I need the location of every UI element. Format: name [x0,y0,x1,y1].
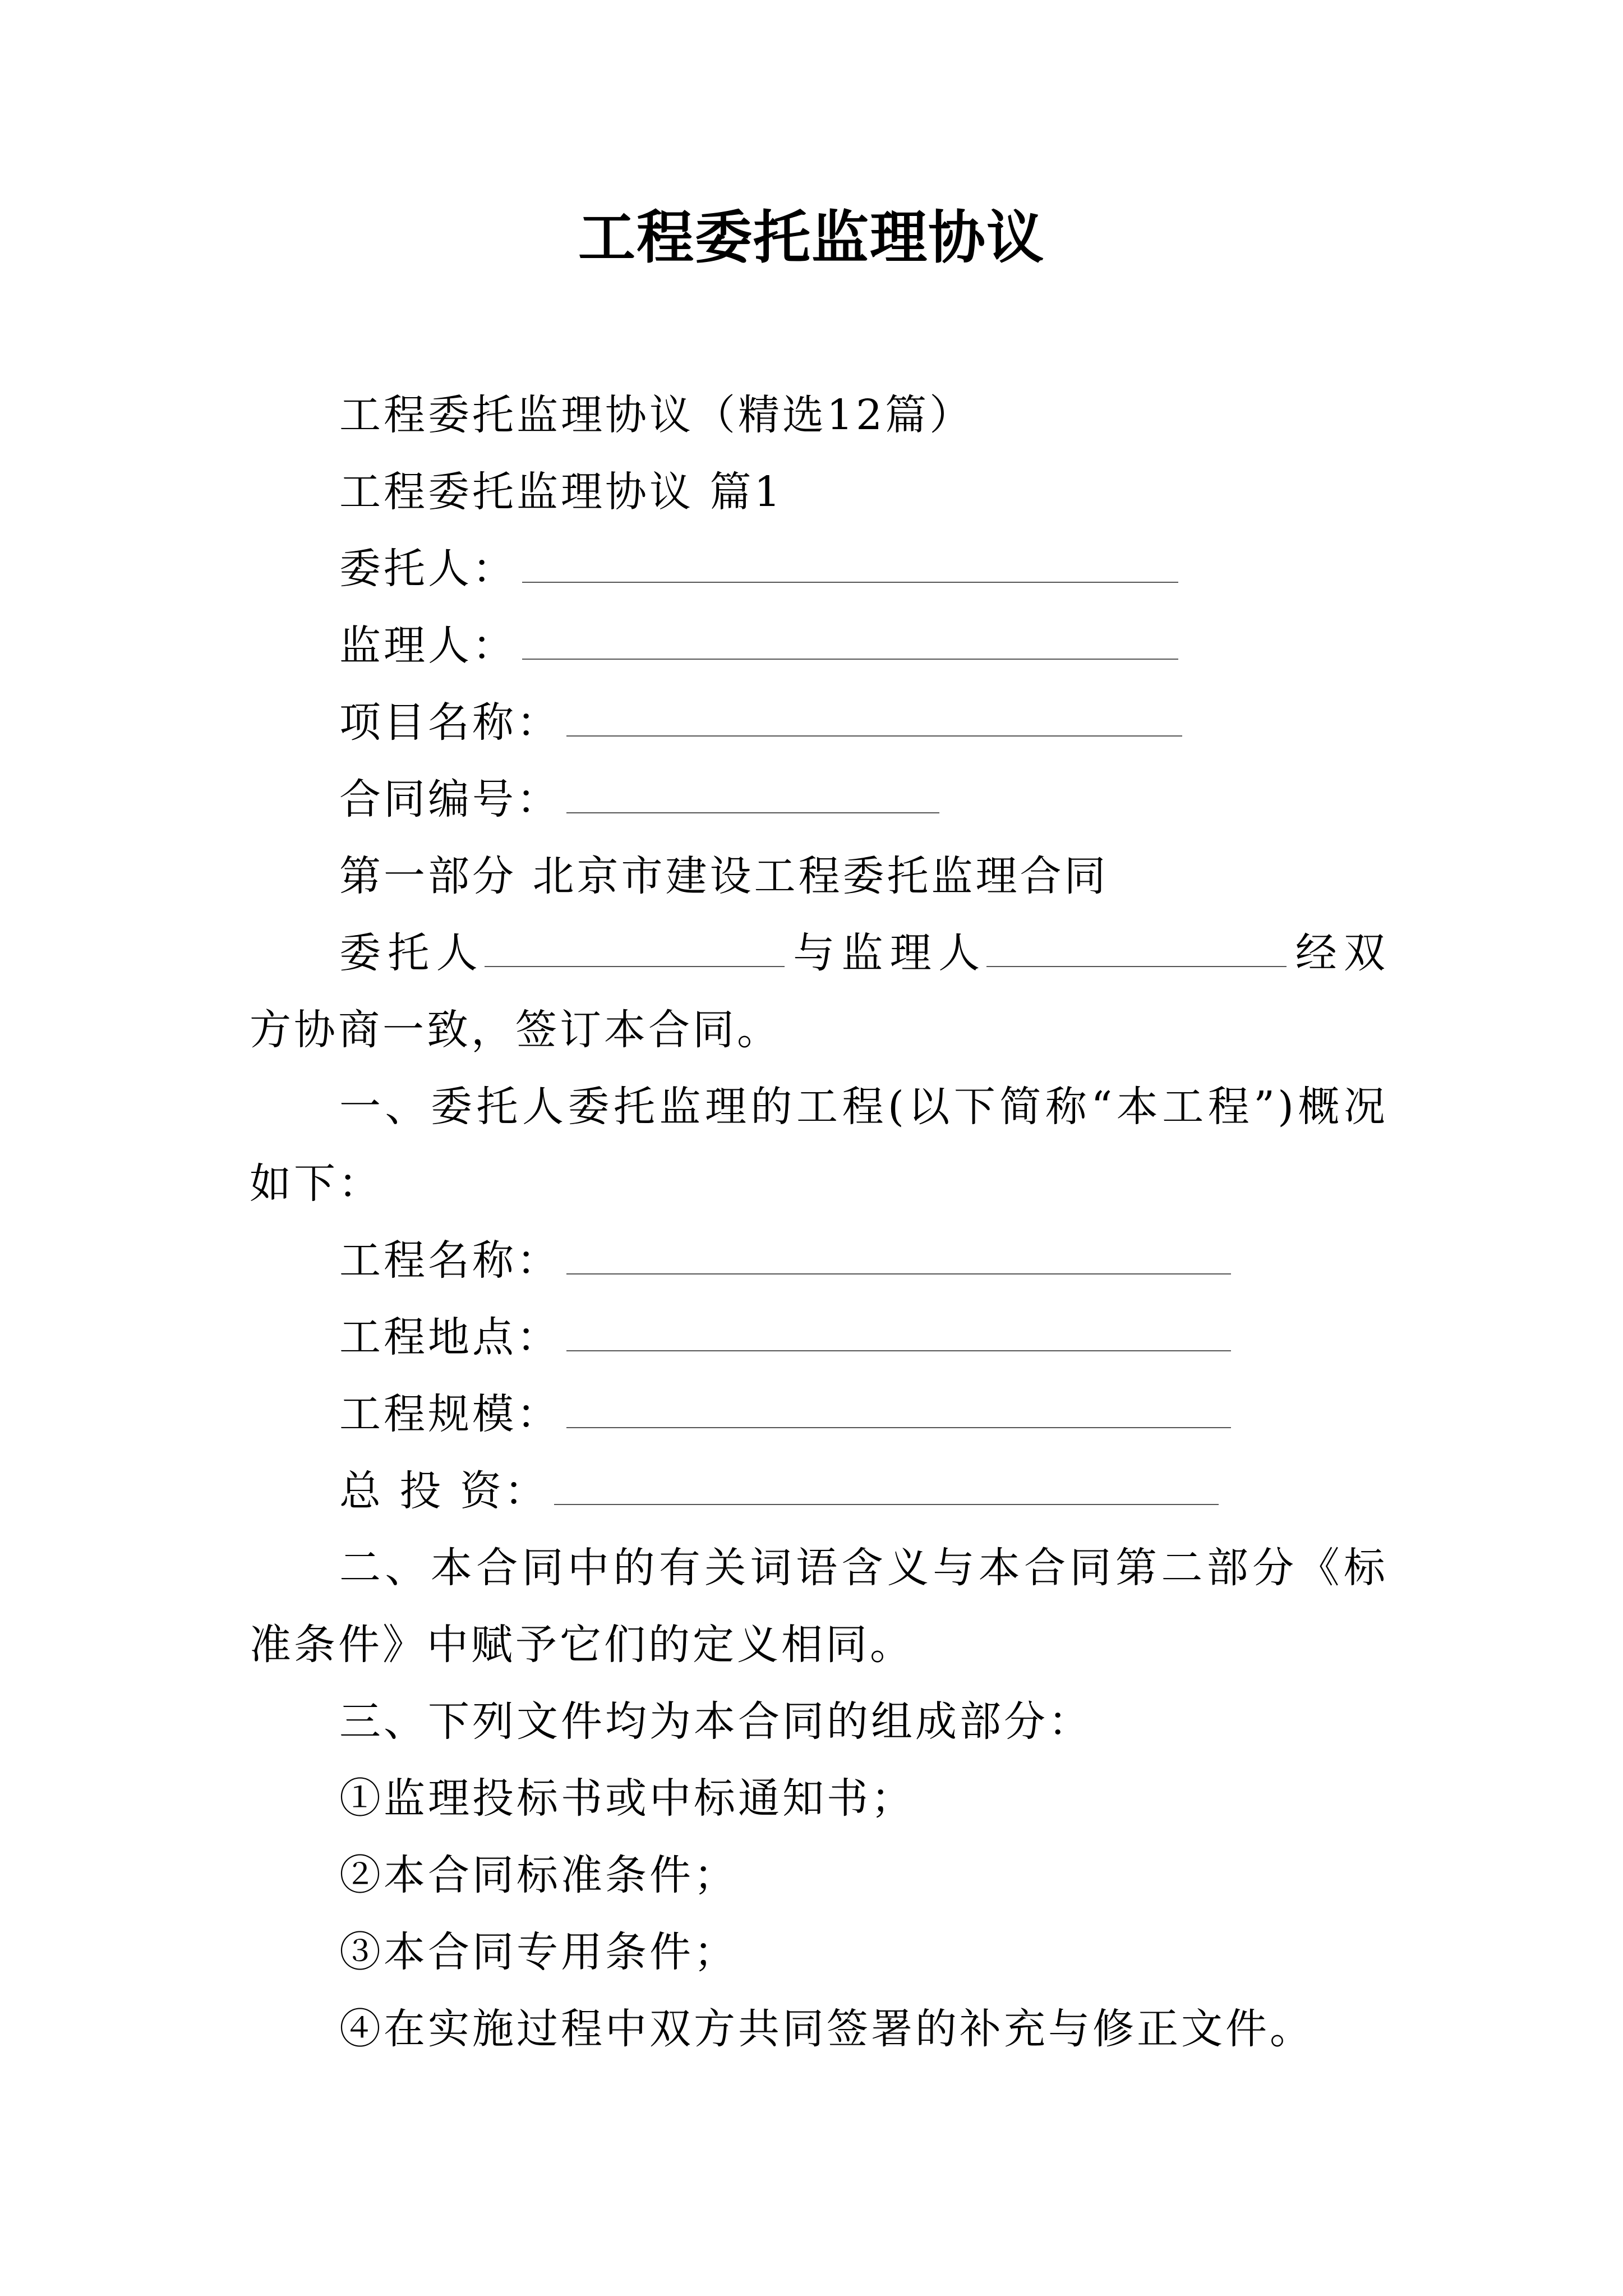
project-location-field [250,1299,1388,1376]
document-list-item: ③本合同专用条件； [339,1928,738,1976]
project-scale-blank [566,1391,1231,1428]
document-list-item: ②本合同标准条件； [339,1851,738,1899]
clause-one: 一、委托人委托监理的工程(以下简称“本工程”)概况如下： [250,1083,1388,1208]
project-scale-field [250,1376,1388,1453]
supervisor-blank [522,623,1178,660]
project-name-blank [566,700,1182,737]
project-name-detail-label: 工程名称： [339,1236,561,1285]
contract-number-field [250,761,1388,838]
supervisor-name-blank [986,930,1287,967]
project-name-detail-field [250,1222,1388,1299]
article-heading: 工程委托监理协议 篇1 [339,468,783,516]
supervisor-field [250,608,1388,684]
client-label: 委托人： [339,545,517,593]
agreement-paragraph [250,915,1388,1069]
document-list-item: ④在实施过程中双方共同签署的补充与修正文件。 [339,2005,1314,2053]
part-one-heading: 第一部分 北京市建设工程委托监理合同 [339,852,1109,900]
agreement-part3: 经双方协商一致，签订本合同。 [250,929,1389,1054]
project-scale-label: 工程规模： [339,1390,561,1438]
clause-three: 三、下列文件均为本合同的组成部分： [339,1697,1092,1746]
agreement-part1: 委托人 [339,929,485,977]
supervisor-label: 监理人： [339,622,517,670]
agreement-part2: 与监理人 [789,929,987,977]
client-blank [522,546,1178,583]
project-name-detail-blank [566,1237,1231,1274]
project-location-label: 工程地点： [339,1313,561,1361]
project-name-label: 项目名称： [339,698,561,747]
document-body [250,377,1388,2068]
total-investment-field [250,1453,1388,1530]
contract-number-label: 合同编号： [339,775,561,823]
client-name-blank [485,930,785,967]
document-list-item: ①监理投标书或中标通知书； [339,1774,915,1823]
client-field [250,531,1388,608]
clause-two: 二、本合同中的有关词语含义与本合同第二部分《标准条件》中赋予它们的定义相同。 [250,1544,1388,1669]
total-investment-label: 总 投 资： [339,1467,549,1515]
document-subtitle: 工程委托监理协议（精选12篇） [339,391,974,439]
project-location-blank [566,1314,1231,1351]
project-name-field [250,684,1388,761]
contract-number-blank [566,776,939,813]
total-investment-blank [554,1468,1219,1505]
document-title: 工程委托监理协议 [578,205,1045,272]
